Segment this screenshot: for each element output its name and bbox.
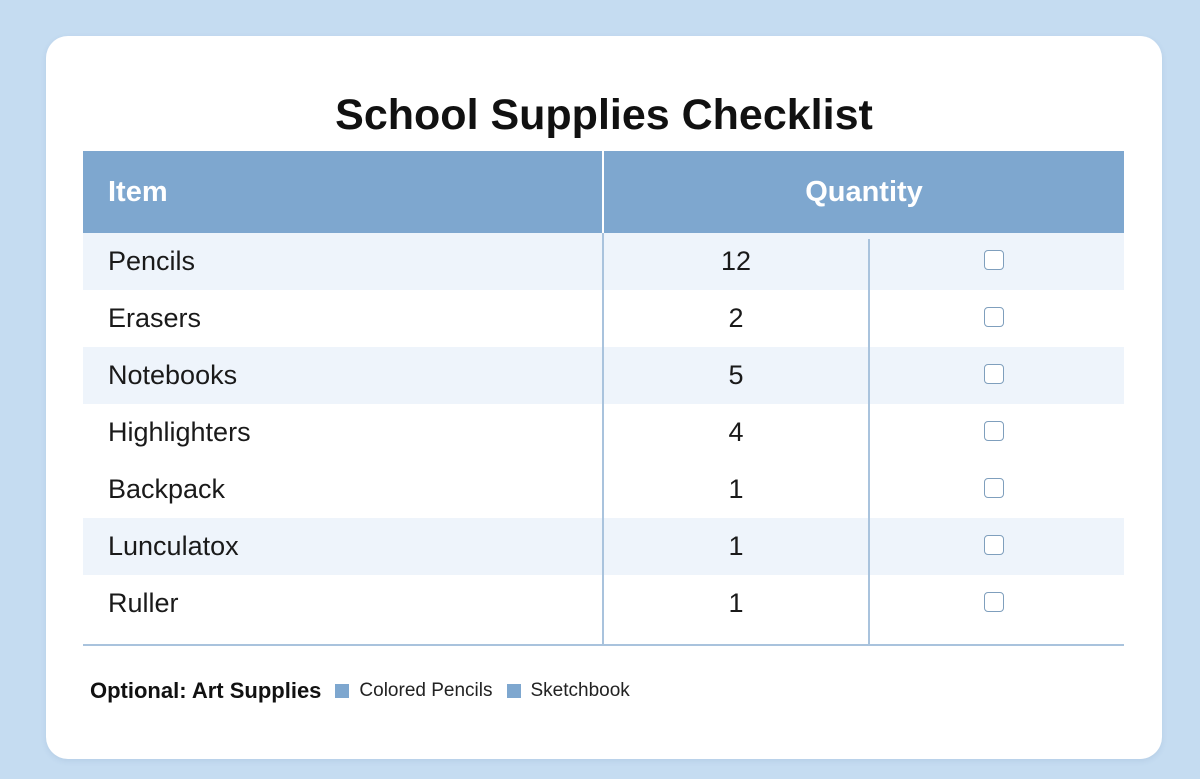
optional-item-colored-pencils — [335, 680, 492, 702]
row-checkbox[interactable] — [984, 535, 1004, 555]
item-cell: Notebooks — [108, 360, 238, 390]
checklist-card — [46, 36, 1162, 759]
row-checkbox[interactable] — [984, 307, 1004, 327]
row-checkbox[interactable] — [984, 364, 1004, 384]
item-cell: Ruller — [108, 588, 179, 618]
sketchbook-swatch — [507, 684, 521, 698]
quantity-cell: 12 — [720, 246, 752, 276]
column-header-item: Item — [108, 176, 168, 208]
optional-item-label: Colored Pencils — [359, 680, 493, 701]
item-cell: Pencils — [108, 246, 196, 276]
quantity-cell: 4 — [728, 417, 744, 447]
row-checkbox[interactable] — [984, 478, 1004, 498]
optional-label: Optional: Art Supplies — [90, 678, 322, 703]
column-divider — [602, 233, 604, 646]
optional-item-label: Sketchbook — [530, 680, 630, 701]
item-cell: Erasers — [108, 303, 202, 333]
table-bottom-border — [83, 644, 1124, 646]
item-cell: Lunculatox — [108, 531, 239, 561]
row-checkbox[interactable] — [984, 592, 1004, 612]
page-title: School Supplies Checklist — [335, 91, 873, 139]
quantity-cell: 5 — [728, 360, 744, 390]
optional-art-supplies — [90, 676, 630, 706]
quantity-cell: 1 — [728, 588, 744, 618]
row-checkbox[interactable] — [984, 250, 1004, 270]
row-checkbox[interactable] — [984, 421, 1004, 441]
column-divider — [868, 239, 870, 646]
column-header-quantity: Quantity — [805, 176, 923, 208]
table-header — [83, 151, 1124, 233]
quantity-cell: 1 — [728, 531, 744, 561]
quantity-cell: 1 — [728, 474, 744, 504]
item-cell: Highlighters — [108, 417, 251, 447]
optional-item-sketchbook — [507, 680, 630, 702]
supplies-table — [83, 151, 1124, 646]
colored-pencils-swatch — [335, 684, 349, 698]
item-cell: Backpack — [108, 474, 226, 504]
quantity-cell: 2 — [728, 303, 744, 333]
